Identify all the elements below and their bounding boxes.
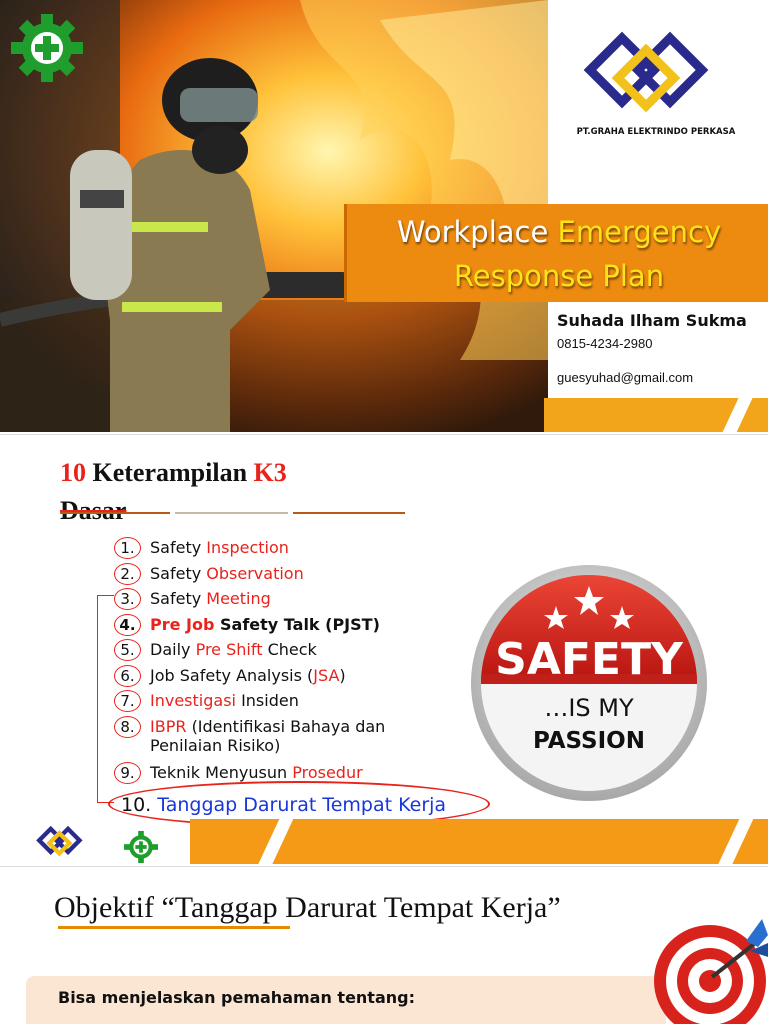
item-number: 8. <box>114 716 141 738</box>
item-text-red: Inspection <box>206 538 289 557</box>
item-number: 5. <box>114 639 141 661</box>
item-number: 4. <box>114 614 141 636</box>
divider <box>0 866 768 867</box>
title-k3: K3 <box>253 458 287 487</box>
item-number: 1. <box>114 537 141 559</box>
safety-badge <box>470 564 708 802</box>
diamond-logo-small-icon <box>28 826 90 862</box>
item-text: Insiden <box>241 691 299 710</box>
item-text: Daily <box>150 640 191 659</box>
item-text-red: Pre Shift <box>195 640 263 659</box>
title-underline <box>60 507 410 519</box>
item-number: 7. <box>114 690 141 712</box>
item-text: Safety <box>150 563 202 583</box>
badge-passion-text: PASSION <box>532 728 646 754</box>
item-text-red: Prosedur <box>292 762 363 782</box>
item-text: Safety <box>150 538 202 557</box>
item-text: Job Safety Analysis ( <box>150 665 314 685</box>
item-text: Teknik Menyusun <box>150 762 288 782</box>
title-line-2: Response Plan <box>453 259 665 293</box>
item-number: 6. <box>114 665 141 687</box>
item-text-red: JSA <box>313 665 340 685</box>
item-text: Safety <box>150 589 202 608</box>
list-item <box>114 536 444 562</box>
badge-is-my-text: …IS MY <box>544 694 634 722</box>
list-item <box>114 587 444 613</box>
item-text: Penilaian Risiko) <box>150 735 281 755</box>
slide-title <box>0 0 768 432</box>
target-arrow-icon <box>650 911 768 1024</box>
title-banner <box>344 204 768 302</box>
item-text-red: Pre Job <box>150 614 215 634</box>
item-text-red: Investigasi <box>150 691 236 710</box>
title-word-emergency: Emergency <box>557 215 722 249</box>
author-email: guesyuhad@gmail.com <box>557 370 694 385</box>
item-number: 9. <box>114 762 141 784</box>
item-number: 3. <box>114 588 141 610</box>
item-number: 2. <box>114 563 141 585</box>
list-item <box>114 638 444 664</box>
objective-box-text: Bisa menjelaskan pemahaman tentang: <box>58 988 415 1007</box>
item-text-blue: Tanggap Darurat Tempat Kerja <box>157 794 447 816</box>
list-item <box>114 689 444 715</box>
title-underline <box>58 926 290 929</box>
gear-cross-small-icon <box>122 830 160 864</box>
company-name: PT.GRAHA ELEKTRINDO PERKASA <box>576 127 736 137</box>
item-text: Check <box>267 640 317 659</box>
bracket <box>97 595 114 803</box>
skills-list <box>114 536 444 786</box>
item-text-red: IBPR <box>150 716 187 736</box>
slide-skills <box>0 434 768 864</box>
divider <box>0 434 768 435</box>
item-text-red: Meeting <box>206 589 271 608</box>
author-phone: 0815-4234-2980 <box>557 336 653 351</box>
list-item <box>114 613 444 639</box>
list-item <box>114 715 444 761</box>
item-number: 10. <box>121 794 152 816</box>
title-line-1 <box>347 215 768 249</box>
title-num: 10 <box>60 458 86 487</box>
title-word: Keterampilan <box>92 458 248 487</box>
gear-cross-logo-icon <box>8 12 86 84</box>
item-text-red: Observation <box>206 563 304 583</box>
author-name: Suhada Ilham Sukma <box>557 311 747 330</box>
slide-objective <box>0 866 768 1024</box>
list-item <box>114 664 444 690</box>
item-text: Safety Talk (PJST) <box>220 614 380 634</box>
item-text: (Identifikasi Bahaya dan <box>191 716 386 736</box>
item-text: ) <box>339 665 346 685</box>
title-word-dasar: Dasar <box>60 496 127 525</box>
list-item <box>114 562 444 588</box>
badge-safety-text: SAFETY <box>495 634 683 685</box>
objective-title: Objektif “Tanggap Darurat Tempat Kerja” <box>54 891 561 924</box>
title-word-workplace: Workplace <box>396 215 549 249</box>
